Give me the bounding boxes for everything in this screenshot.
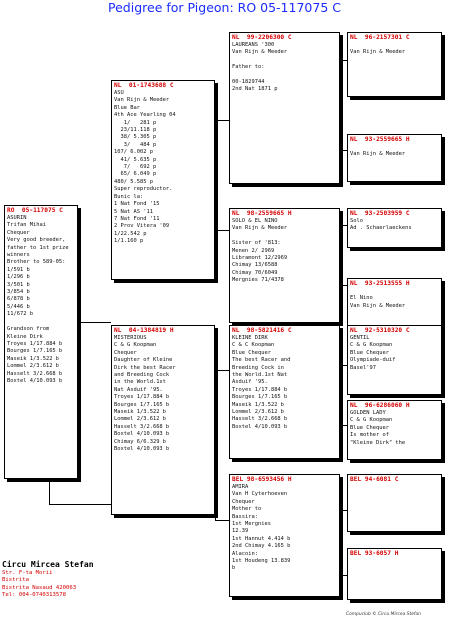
pigeon-info-line: "Kleine Dirk" the: [350, 439, 406, 446]
pigeon-info-line: Daughter of Kleine: [114, 357, 173, 364]
pigeon-info-line: 38/ 5.305 p: [114, 134, 157, 141]
pigeon-info-line: Lommel 2/3.612 b: [7, 363, 59, 370]
connector: [340, 575, 347, 576]
pigeon-info-line: 41/ 5.635 p: [114, 156, 157, 163]
pigeon-info-line: Brother to 589-05:: [7, 259, 66, 266]
connector: [340, 225, 347, 226]
pigeon-info-line: [350, 144, 439, 151]
connector: [340, 510, 347, 511]
pigeon-info-line: 107/ 6.002 p: [114, 149, 153, 156]
pigeon-info-line: [7, 319, 75, 326]
connector: [340, 285, 347, 286]
pigeon-info-line: 65/ 6.049 p: [114, 171, 157, 178]
pigeon-info-line: [232, 233, 337, 240]
pigeon-info-line: 1st Mergnies: [232, 521, 271, 528]
pigeon-info-line: 1/296 b: [7, 274, 30, 281]
pigeon-info-line: The best Racer and: [232, 357, 291, 364]
pigeon-info-line: Breeding Cock in: [232, 364, 284, 371]
pigeon-info-line: C & G Koopman: [350, 342, 393, 349]
pigeon-ring-number: NL 92-5310320 C: [350, 327, 410, 334]
pigeon-info-line: MISTERIOUS: [114, 335, 147, 341]
footer-credit: Compuclub © Circu Mircea Stefan: [346, 612, 421, 617]
pigeon-info-line: [350, 288, 439, 295]
pigeon-info-line: ASU: [114, 90, 124, 96]
pigeon-card-dam[interactable]: [111, 325, 215, 515]
pigeon-info-line: 1/ 281 p: [114, 119, 157, 126]
pigeon-ring-number: BEL 93-6057 H: [350, 550, 399, 557]
pigeon-info-line: KLEINE DIRK: [232, 335, 268, 341]
pigeon-info-line: Mother to: [232, 506, 262, 513]
pigeon-info-line: Basel'97: [350, 364, 376, 371]
pigeon-info-line: Bourges 1/7.165 b: [114, 401, 170, 408]
pigeon-ring-number: RO 05-117075 C: [7, 207, 63, 214]
pigeon-card-ggp-3[interactable]: [347, 208, 442, 248]
pigeon-info-line: Alacoin:: [232, 550, 258, 557]
pigeon-info-line: Hasselt 3/2.668 b: [232, 416, 288, 423]
pigeon-info-line: Ad . Schaerlaeckens: [350, 225, 412, 232]
pigeon-info-line: ASURIN: [7, 215, 27, 221]
pigeon-info-line: 1/591 b: [7, 266, 30, 273]
pigeon-info-line: Van Rijn & Meeder: [350, 151, 406, 158]
pigeon-card-ggp-5[interactable]: [347, 325, 442, 395]
pigeon-info-line: 6/878 b: [7, 296, 30, 303]
pigeon-info-line: 11/672 b: [7, 311, 33, 318]
pigeon-card-ggp-7[interactable]: [347, 474, 442, 532]
pigeon-info-line: Asduif '95.: [232, 379, 268, 386]
pigeon-ring-number: NL 93-2513555 H: [350, 280, 410, 287]
pigeon-info-line: Blue Chequer: [350, 349, 389, 356]
pigeon-info-line: 480/ 5.585 p: [114, 178, 153, 185]
pigeon-ring-number: NL 96-2157301 C: [350, 34, 410, 41]
pigeon-info-line: Grandson from: [7, 326, 50, 333]
pigeon-info-line: winners: [7, 252, 30, 259]
pigeon-info-line: Hasselt 3/2.668 b: [114, 423, 170, 430]
pigeon-info-line: Boxtel 4/10.093 b: [114, 446, 170, 453]
pigeon-card-ggp-8[interactable]: [347, 548, 442, 600]
pigeon-info-line: Troyes 1/17.884 b: [7, 340, 63, 347]
pigeon-info-line: El Nino: [350, 295, 373, 302]
pigeon-info-line: Chequer: [232, 498, 255, 505]
pigeon-info-line: Bunic la:: [114, 193, 144, 200]
pigeon-info-line: Van Rijn & Meeder: [232, 49, 288, 56]
owner-address-line: Bistrita Nasaud 420063: [2, 584, 77, 591]
pigeon-info-line: GENTIL: [350, 335, 370, 341]
pigeon-card-subject[interactable]: [4, 205, 78, 479]
pigeon-info-line: Lommel 2/3.612 b: [114, 416, 166, 423]
pigeon-info-line: Van Rijn & Meeder: [350, 302, 406, 309]
connector: [340, 365, 347, 366]
pigeon-card-ggp-6[interactable]: [347, 400, 442, 460]
pigeon-info-line: Is mother of: [350, 432, 389, 439]
pigeon-info-line: Bourges 1/7.165 b: [232, 394, 288, 401]
pigeon-info-line: Mergnies 71/4378: [232, 277, 284, 284]
pigeon-info-line: Maseik 1/3.522 b: [7, 355, 59, 362]
pigeon-info-line: [232, 57, 337, 64]
connector: [49, 478, 50, 504]
pigeon-info-line: 1 Nat Fond '15: [114, 201, 160, 208]
pigeon-info-line: C & G Koopman: [114, 342, 157, 349]
pigeon-info-line: Chequer: [7, 229, 30, 236]
pigeon-info-line: Chimay 70/6049: [232, 269, 278, 276]
pigeon-card-sire-dam[interactable]: [229, 208, 340, 323]
pigeon-info-line: Van Rijn & Meeder: [114, 97, 170, 104]
pigeon-info-line: Dirk the best Racer: [114, 364, 176, 371]
pigeon-info-line: Boxtel 4/10.093 b: [114, 431, 170, 438]
pigeon-ring-number: NL 96-6286060 H: [350, 402, 410, 409]
pigeon-info-line: father to 1st prize: [7, 244, 69, 251]
pigeon-info-line: 12.39: [232, 528, 249, 535]
pigeon-info-line: Bourges 1/7.165 b: [7, 348, 63, 355]
pigeon-info-line: LAUREANS '300: [232, 42, 275, 48]
pigeon-info-line: Trifan Mihai: [7, 222, 46, 229]
connector: [215, 120, 216, 230]
pigeon-info-line: GOLDEN LADY: [350, 410, 386, 416]
pigeon-info-line: Van Rijn & Meeder: [350, 49, 406, 56]
pigeon-info-line: b: [232, 565, 236, 572]
pigeon-info-line: Van H Cyterhoeven: [232, 491, 288, 498]
connector: [215, 370, 229, 371]
owner-block: [2, 560, 122, 599]
pigeon-info-line: Blue Chequer: [350, 424, 389, 431]
pigeon-info-line: Boxtel 4/10.093 b: [232, 423, 288, 430]
pigeon-info-line: Lommel 2/3.612 b: [232, 409, 284, 416]
pigeon-info-line: C & C Koopman: [232, 342, 275, 349]
pigeon-info-line: Maseik 1/3.522 b: [114, 409, 166, 416]
pigeon-card-ggp-4[interactable]: [347, 278, 442, 328]
pigeon-info-line: Libramont 12/2969: [232, 255, 288, 262]
pigeon-info-line: Menen 2/ 2969: [232, 247, 275, 254]
pigeon-card-dam-dam[interactable]: [229, 474, 340, 597]
pigeon-ring-number: NL 98-5821416 C: [232, 327, 292, 334]
pigeon-info-line: Kleine Dirk: [7, 333, 43, 340]
pigeon-info-line: 2nd Nat 1871 p: [232, 86, 278, 93]
pigeon-info-line: Sister of '813:: [232, 240, 281, 247]
pigeon-info-line: Chimay 6/6.329 b: [114, 438, 166, 445]
pigeon-info-line: 00-1829744: [232, 79, 265, 86]
pigeon-info-line: Chequer: [114, 349, 137, 356]
pigeon-card-ggp-1[interactable]: [347, 32, 442, 97]
pigeon-info-line: Chimay 13/6588: [232, 262, 278, 269]
pigeon-ring-number: NL 93-2559665 H: [350, 136, 410, 143]
pigeon-info-line: Super reproductor.: [114, 186, 173, 193]
pigeon-info-line: Blue Chequer: [232, 349, 271, 356]
connector: [340, 150, 347, 151]
pigeon-info-line: 1st Hannut 4.414 b: [232, 535, 291, 542]
pigeon-ring-number: NL 98-2559665 H: [232, 210, 292, 217]
pigeon-info-line: Troyes 1/17.884 b: [114, 394, 170, 401]
connector: [49, 504, 111, 505]
pigeon-info-line: 23/11.118 p: [114, 127, 157, 134]
connector: [215, 520, 229, 521]
pigeon-info-line: Blue Bar: [114, 104, 140, 111]
pigeon-info-line: [232, 72, 337, 79]
pigeon-info-line: Nat Asduif '95.: [114, 386, 163, 393]
pigeon-info-line: Olympiade-duif: [350, 357, 396, 364]
pigeon-info-line: 2nd Chimay 4.165 b: [232, 543, 291, 550]
pigeon-info-line: AMIRA: [232, 484, 249, 490]
pigeon-info-line: 2 Prov Vitera '09: [114, 223, 170, 230]
pigeon-info-line: 7 Nat Fond '11: [114, 215, 160, 222]
connector: [215, 120, 229, 121]
pigeon-info-line: and Breeding Cock: [114, 372, 170, 379]
pigeon-info-line: 5/446 b: [7, 303, 30, 310]
pigeon-ring-number: NL 04-1384819 H: [114, 327, 174, 334]
pigeon-ring-number: NL 99-2206300 C: [232, 34, 292, 41]
pigeon-info-line: Troyes 1/17.884 b: [232, 386, 288, 393]
connector: [215, 330, 216, 520]
pigeon-ring-number: BEL 94-6081 C: [350, 476, 399, 483]
pigeon-info-line: Hasselt 3/2.668 b: [7, 370, 63, 377]
pigeon-card-ggp-2[interactable]: [347, 134, 442, 182]
pigeon-info-line: 1st Houdeng 13.839: [232, 558, 291, 565]
pigeon-info-line: Van Rijn & Meeder: [232, 225, 288, 232]
pigeon-info-line: 3/501 b: [7, 281, 30, 288]
pigeon-info-line: Maseik 1/3.522 b: [232, 401, 284, 408]
pigeon-info-line: Bassira:: [232, 513, 258, 520]
pigeon-info-line: 1/22.542 p: [114, 230, 147, 237]
pigeon-card-sire[interactable]: [111, 80, 215, 280]
pigeon-info-line: 5 Nat AS '11: [114, 208, 153, 215]
pigeon-info-line: Father to:: [232, 64, 265, 71]
pigeon-ring-number: NL 01-1743688 C: [114, 82, 174, 89]
owner-name: Circu Mircea Stefan: [2, 560, 94, 569]
pigeon-ring-number: BEL 98-6593456 H: [232, 476, 292, 483]
page-title: Pedigree for Pigeon: RO 05-117075 C: [108, 0, 341, 15]
pigeon-info-line: 3/854 b: [7, 289, 30, 296]
pigeon-info-line: 1/1.160 p: [114, 238, 144, 245]
owner-address-line: Str. F-ta Morii: [2, 570, 53, 576]
pigeon-card-dam-sire[interactable]: [229, 325, 340, 459]
connector: [215, 230, 229, 231]
pigeon-info-line: the World.1st Nat: [232, 372, 288, 379]
owner-address-line: Tel: 004-0740313578: [2, 591, 66, 598]
pigeon-info-line: Solo: [350, 218, 363, 224]
pigeon-info-line: 7/ 692 p: [114, 164, 157, 171]
pigeon-info-line: Very good breeder,: [7, 237, 66, 244]
pigeon-info-line: in the World.1st: [114, 379, 166, 386]
owner-address-line: Bistrita: [2, 577, 29, 584]
pigeon-ring-number: NL 93-2503959 C: [350, 210, 410, 217]
pigeon-info-line: SOLO & EL NINO: [232, 218, 278, 224]
pigeon-info-line: [350, 42, 439, 49]
connector: [340, 425, 347, 426]
pigeon-card-sire-sire[interactable]: [229, 32, 340, 184]
pigeon-info-line: 4th Ace Yearling 04: [114, 112, 176, 119]
connector: [340, 60, 347, 61]
pigeon-info-line: Boxtel 4/10.093 b: [7, 377, 63, 384]
pigeon-info-line: C & G Koopman: [350, 417, 393, 424]
pigeon-info-line: 3/ 484 p: [114, 141, 157, 148]
